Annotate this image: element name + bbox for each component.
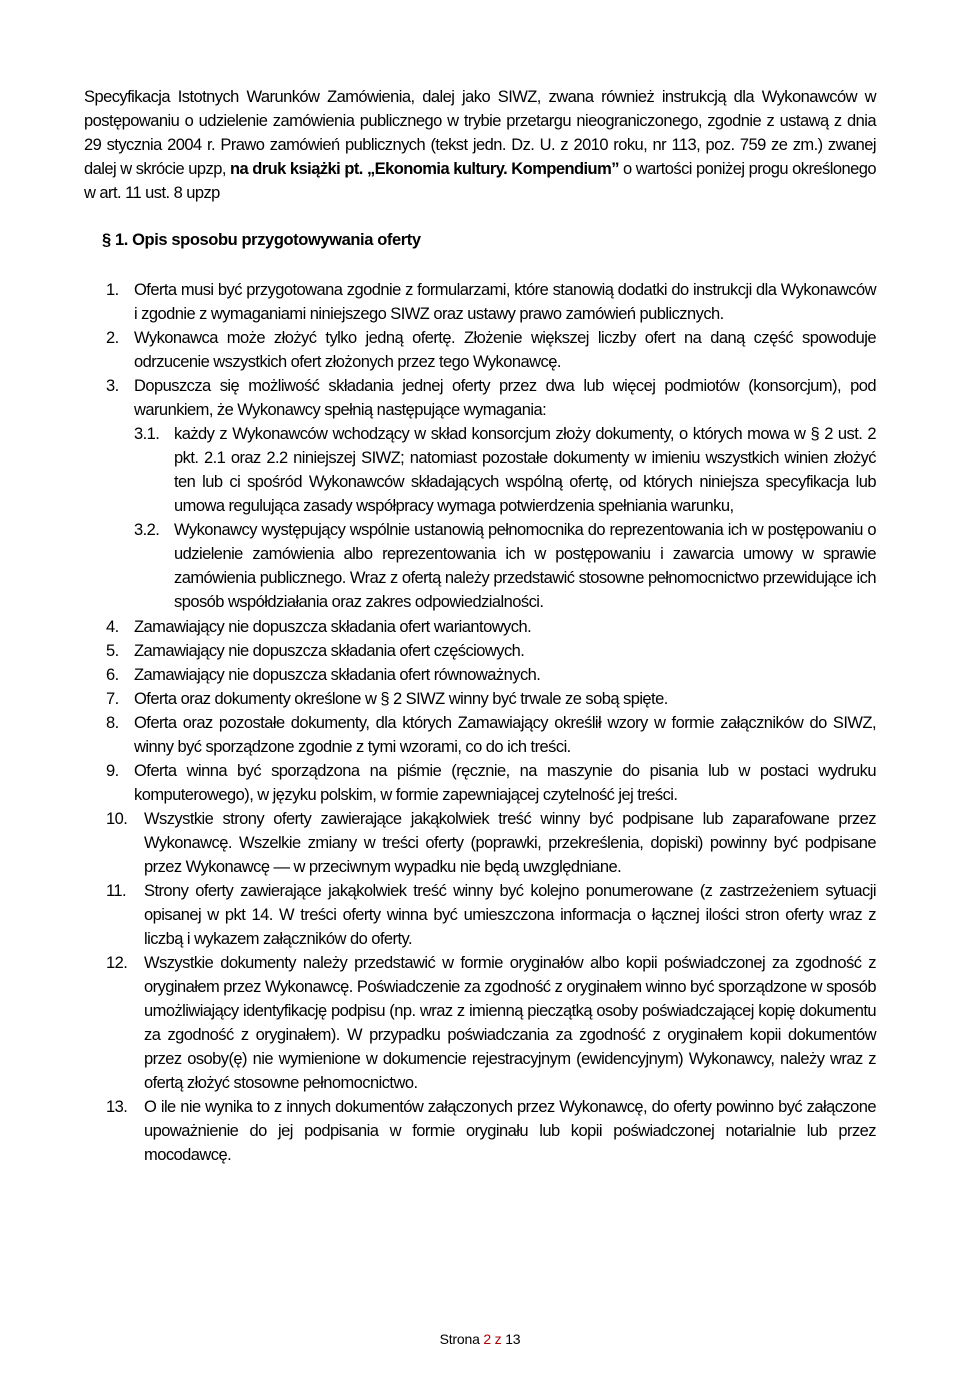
item-number: 4. [106, 618, 119, 636]
item-text: Zamawiający nie dopuszcza składania ofert częściowych. [134, 642, 525, 660]
item-text: Strony oferty zawierające jakąkolwiek treść winny być kolejno ponumerowane (z zastrzeżeniem sytuacji opisanej w pkt 14. W treści oferty winna być umieszczona informacja o łącznej ilości stron oferty wraz z liczbą i wykazem załączników do oferty. [144, 882, 876, 948]
item-text: Oferta oraz pozostałe dokumenty, dla których Zamawiający określił wzory w formie załączników do SIWZ, winny być sporządzone zgodnie z tymi wzorami, co do ich treści. [134, 714, 876, 756]
list-item [106, 663, 876, 687]
footer-separator: z [494, 1331, 502, 1347]
list-item [106, 951, 876, 1095]
sub-list-item [134, 518, 876, 614]
sub-item-text: każdy z Wykonawców wchodzący w skład konsorcjum złoży dokumenty, o których mowa w § 2 ust. 2 pkt. 2.1 oraz 2.2 niniejszej SIWZ; natomiast pozostałe dokumenty w imieniu wszystkich winien złożyć ten lub ci spośród Wykonawców składających wspólną ofertę, od których niniejsza specyfikacja lub umowa regulująca zasady współpracy wymaga potwierdzenia spełniania warunku, [174, 425, 876, 515]
list-item [106, 615, 876, 639]
list-item [106, 687, 876, 711]
item-number: 8. [106, 714, 119, 732]
intro-book-title: na druk książki pt. „Ekonomia kultury. Kompendium” [229, 160, 619, 178]
item-number: 7. [106, 690, 119, 708]
list-item [106, 807, 876, 879]
footer-label: Strona [439, 1331, 480, 1347]
item-text: Oferta musi być przygotowana zgodnie z formularzami, które stanowią dodatki do instrukcji dla Wykonawców i zgodnie z wymaganiami niniejszego SIWZ oraz ustawy prawo zamówień publicznych. [134, 281, 876, 323]
sub-list-item [134, 422, 876, 518]
intro-paragraph [84, 85, 876, 205]
item-text: Oferta winna być sporządzona na piśmie (ręcznie, na maszynie do pisania lub w postaci wydruku komputerowego), w języku polskim, w formie zapewniającej czytelność jej treści. [134, 762, 876, 804]
list-item [106, 879, 876, 951]
list-item [106, 326, 876, 374]
item-text: Wszystkie dokumenty należy przedstawić w formie oryginałów albo kopii poświadczonej za zgodność z oryginałem przez Wykonawcę. Poświadczenie za zgodność z oryginałem winno być sporządzone w sposób umożliwiający identyfikację podpisu (np. wraz z imienną pieczątką osoby poświadczającej kopię dokumentu za zgodność z oryginałem). W przypadku poświadczania za zgodność z oryginałem kopii dokumentów przez osoby(ę) nie wymienione w dokumencie rejestracyjnym (ewidencyjnym) Wykonawcy, należy wraz z ofertą złożyć stosowne pełnomocnictwo. [144, 954, 876, 1092]
section-heading: § 1. Opis sposobu przygotowywania oferty [102, 231, 421, 249]
item-text: Zamawiający nie dopuszcza składania ofert równoważnych. [134, 666, 541, 684]
item-number: 10. [106, 810, 128, 828]
item-number: 12. [106, 954, 128, 972]
list-item [106, 374, 876, 422]
list-item [106, 639, 876, 663]
item-text: Dopuszcza się możliwość składania jednej oferty przez dwa lub więcej podmiotów (konsorcjum), pod warunkiem, że Wykonawcy spełnią następujące wymagania: [134, 377, 876, 419]
item-number: 13. [106, 1098, 128, 1116]
footer-total-pages: 13 [505, 1331, 521, 1347]
item-number: 1. [106, 281, 119, 299]
item-text: Wykonawca może złożyć tylko jedną ofertę. Złożenie większej liczby ofert na daną część spowoduje odrzucenie wszystkich ofert złożonych przez tego Wykonawcę. [134, 329, 876, 371]
page-footer [0, 1331, 960, 1347]
sub-item-number: 3.1. [134, 425, 160, 443]
sub-item-number: 3.2. [134, 521, 160, 539]
list-item [106, 759, 876, 807]
numbered-list [106, 278, 876, 1167]
item-text: Wszystkie strony oferty zawierające jakąkolwiek treść winny być podpisane lub zaparafowane przez Wykonawcę. Wszelkie zmiany w treści oferty (poprawki, przekreślenia, dopiski) powinny być podpisane przez Wykonawcę — w przeciwnym wypadku nie będą uwzględniane. [144, 810, 876, 876]
item-number: 5. [106, 642, 119, 660]
list-item [106, 278, 876, 326]
intro-text-1: Specyfikacja Istotnych Warunków Zamówienia, dalej jako SIWZ, zwana również instrukcją dla Wykonawców w postępowaniu o udzielenie zamówienia publicznego w trybie przetargu nieograniczonego, zgodnie z ustawą z dnia 29 stycznia 2004 r. Prawo zamówień publicznych (tekst jedn. Dz. U. z 2010 roku, nr 113, poz. 759 ze zm.) zwanej dalej w skrócie upzp, [84, 88, 876, 178]
intro-text-2: o wartości poniżej progu określonego w art. 11 ust. 8 upzp [84, 160, 876, 202]
item-number: 3. [106, 377, 119, 395]
item-number: 9. [106, 762, 119, 780]
footer-page-number: 2 [483, 1331, 491, 1347]
item-text: Oferta oraz dokumenty określone w § 2 SIWZ winny być trwale ze sobą spięte. [134, 690, 668, 708]
item-text: Zamawiający nie dopuszcza składania ofert wariantowych. [134, 618, 532, 636]
item-number: 6. [106, 666, 119, 684]
list-item [106, 1095, 876, 1167]
list-item [106, 711, 876, 759]
item-number: 2. [106, 329, 119, 347]
sub-item-text: Wykonawcy występujący wspólnie ustanowią pełnomocnika do reprezentowania ich w postępowaniu o udzielenie zamówienia albo reprezentowania ich w postępowaniu i zawarcia umowy w sprawie zamówienia publicznego. Wraz z ofertą należy przedstawić stosowne pełnomocnictwo przewidujące ich sposób współdziałania oraz zakres odpowiedzialności. [174, 521, 876, 611]
item-text: O ile nie wynika to z innych dokumentów załączonych przez Wykonawcę, do oferty powinno być załączone upoważnienie do jej podpisania w formie oryginału lub kopii poświadczonej notarialnie lub przez mocodawcę. [144, 1098, 876, 1164]
item-number: 11. [106, 882, 127, 900]
